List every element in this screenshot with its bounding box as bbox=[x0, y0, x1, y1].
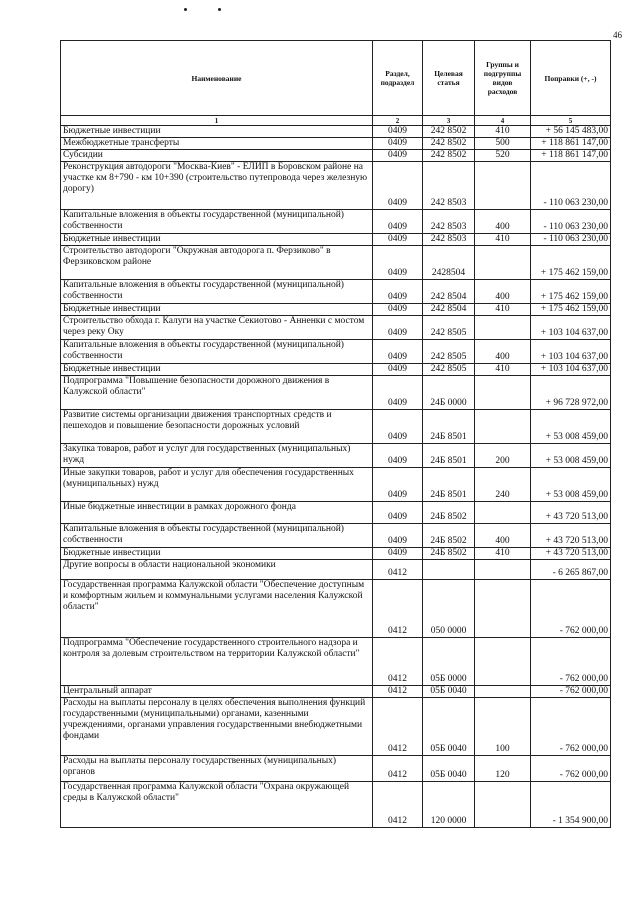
row-name: Бюджетные инвестиции bbox=[61, 304, 373, 316]
table-row bbox=[61, 756, 611, 782]
row-section: 0409 bbox=[373, 150, 423, 162]
row-target: 242 8505 bbox=[423, 364, 475, 376]
row-group: 400 bbox=[475, 210, 531, 234]
table-row bbox=[61, 548, 611, 560]
row-group bbox=[475, 410, 531, 444]
row-group bbox=[475, 316, 531, 340]
table-row bbox=[61, 246, 611, 280]
row-name: Бюджетные инвестиции bbox=[61, 234, 373, 246]
row-group bbox=[475, 560, 531, 580]
table-row bbox=[61, 410, 611, 444]
row-name: Расходы на выплаты персоналу в целях обеспечения выполнения функций государственными (муниципальными) органами, казенными учреждениями, органами управления государственными внебюджетными фондами bbox=[61, 698, 373, 756]
row-group bbox=[475, 638, 531, 686]
row-target: 24Б 8501 bbox=[423, 468, 475, 502]
table-row bbox=[61, 150, 611, 162]
row-group bbox=[475, 580, 531, 638]
row-group bbox=[475, 376, 531, 410]
row-amount: + 175 462 159,00 bbox=[531, 304, 611, 316]
table-body bbox=[61, 126, 611, 828]
row-target: 242 8502 bbox=[423, 138, 475, 150]
header-target: Целевая статья bbox=[423, 41, 475, 116]
row-target: 24Б 0000 bbox=[423, 376, 475, 410]
row-target: 242 8502 bbox=[423, 150, 475, 162]
row-section: 0409 bbox=[373, 162, 423, 210]
table-row bbox=[61, 364, 611, 376]
row-target: 05Б 0040 bbox=[423, 698, 475, 756]
row-name: Капитальные вложения в объекты государственной (муниципальной) собственности bbox=[61, 280, 373, 304]
table-row bbox=[61, 444, 611, 468]
header-group: Группы и подгруппы видов расходов bbox=[475, 41, 531, 116]
row-amount: + 103 104 637,00 bbox=[531, 364, 611, 376]
row-amount: + 175 462 159,00 bbox=[531, 246, 611, 280]
row-section: 0412 bbox=[373, 580, 423, 638]
row-section: 0409 bbox=[373, 304, 423, 316]
row-group: 520 bbox=[475, 150, 531, 162]
row-group: 120 bbox=[475, 756, 531, 782]
row-amount: - 110 063 230,00 bbox=[531, 162, 611, 210]
row-amount: - 762 000,00 bbox=[531, 756, 611, 782]
row-target: 242 8502 bbox=[423, 126, 475, 138]
table-row bbox=[61, 524, 611, 548]
row-section: 0409 bbox=[373, 210, 423, 234]
column-number-row bbox=[61, 116, 611, 126]
table-row bbox=[61, 468, 611, 502]
row-section: 0412 bbox=[373, 698, 423, 756]
header-row bbox=[61, 41, 611, 116]
row-name: Субсидии bbox=[61, 150, 373, 162]
row-name: Другие вопросы в области национальной экономики bbox=[61, 560, 373, 580]
row-amount: + 43 720 513,00 bbox=[531, 524, 611, 548]
row-amount: + 56 145 483,00 bbox=[531, 126, 611, 138]
table-row bbox=[61, 580, 611, 638]
row-section: 0409 bbox=[373, 234, 423, 246]
row-amount: - 762 000,00 bbox=[531, 686, 611, 698]
row-name: Государственная программа Калужской области "Охрана окружающей среды в Калужской области" bbox=[61, 782, 373, 828]
row-target: 2428504 bbox=[423, 246, 475, 280]
row-section: 0409 bbox=[373, 340, 423, 364]
row-target: 24Б 8501 bbox=[423, 444, 475, 468]
row-amount: - 110 063 230,00 bbox=[531, 234, 611, 246]
row-section: 0409 bbox=[373, 138, 423, 150]
row-section: 0409 bbox=[373, 410, 423, 444]
column-number: 2 bbox=[373, 116, 423, 126]
row-name: Капитальные вложения в объекты государственной (муниципальной) собственности bbox=[61, 340, 373, 364]
row-name: Бюджетные инвестиции bbox=[61, 548, 373, 560]
table-row bbox=[61, 560, 611, 580]
header-section: Раздел, подраздел bbox=[373, 41, 423, 116]
row-target bbox=[423, 560, 475, 580]
row-target: 242 8505 bbox=[423, 340, 475, 364]
row-name: Государственная программа Калужской области "Обеспечение доступным и комфортным жильем и коммунальными услугами населения Калужской области" bbox=[61, 580, 373, 638]
row-section: 0409 bbox=[373, 468, 423, 502]
row-amount: + 53 008 459,00 bbox=[531, 444, 611, 468]
row-section: 0412 bbox=[373, 638, 423, 686]
row-name: Строительство автодороги "Окружная автодорога п. Ферзиково" в Ферзиковском районе bbox=[61, 246, 373, 280]
row-amount: + 53 008 459,00 bbox=[531, 410, 611, 444]
row-amount: + 96 728 972,00 bbox=[531, 376, 611, 410]
row-group bbox=[475, 686, 531, 698]
row-amount: - 762 000,00 bbox=[531, 638, 611, 686]
table-row bbox=[61, 280, 611, 304]
row-target: 05Б 0040 bbox=[423, 686, 475, 698]
row-amount: + 43 720 513,00 bbox=[531, 548, 611, 560]
row-group: 410 bbox=[475, 548, 531, 560]
row-group: 410 bbox=[475, 364, 531, 376]
table-row bbox=[61, 638, 611, 686]
row-group: 410 bbox=[475, 234, 531, 246]
table-row bbox=[61, 686, 611, 698]
row-name: Подпрограмма "Повышение безопасности дорожного движения в Калужской области" bbox=[61, 376, 373, 410]
row-section: 0409 bbox=[373, 502, 423, 524]
row-section: 0409 bbox=[373, 280, 423, 304]
row-target: 05Б 0000 bbox=[423, 638, 475, 686]
row-group: 410 bbox=[475, 304, 531, 316]
row-name: Капитальные вложения в объекты государственной (муниципальной) собственности bbox=[61, 210, 373, 234]
row-group bbox=[475, 782, 531, 828]
row-group bbox=[475, 502, 531, 524]
row-group: 410 bbox=[475, 126, 531, 138]
row-section: 0409 bbox=[373, 364, 423, 376]
row-amount: + 103 104 637,00 bbox=[531, 316, 611, 340]
row-amount: - 1 354 900,00 bbox=[531, 782, 611, 828]
row-section: 0409 bbox=[373, 548, 423, 560]
scan-speck bbox=[184, 8, 187, 11]
row-name: Иные закупки товаров, работ и услуг для обеспечения государственных (муниципальных) нужд bbox=[61, 468, 373, 502]
row-name: Капитальные вложения в объекты государственной (муниципальной) собственности bbox=[61, 524, 373, 548]
row-amount: - 6 265 867,00 bbox=[531, 560, 611, 580]
row-group: 400 bbox=[475, 280, 531, 304]
row-amount: - 762 000,00 bbox=[531, 698, 611, 756]
table-row bbox=[61, 304, 611, 316]
row-name: Центральный аппарат bbox=[61, 686, 373, 698]
row-amount: - 110 063 230,00 bbox=[531, 210, 611, 234]
table-row bbox=[61, 234, 611, 246]
row-group: 500 bbox=[475, 138, 531, 150]
row-target: 050 0000 bbox=[423, 580, 475, 638]
row-group: 400 bbox=[475, 524, 531, 548]
table-row bbox=[61, 316, 611, 340]
row-target: 242 8504 bbox=[423, 280, 475, 304]
row-section: 0409 bbox=[373, 126, 423, 138]
row-name: Бюджетные инвестиции bbox=[61, 364, 373, 376]
row-target: 24Б 8502 bbox=[423, 548, 475, 560]
header-amendments: Поправки (+, -) bbox=[531, 41, 611, 116]
row-section: 0409 bbox=[373, 524, 423, 548]
row-name: Реконструкция автодороги "Москва-Киев" - ЕЛИП в Боровском районе на участке км 8+790 - км 10+390 (строительство путепровода через железную дорогу) bbox=[61, 162, 373, 210]
row-amount: + 175 462 159,00 bbox=[531, 280, 611, 304]
table-row bbox=[61, 698, 611, 756]
row-name: Развитие системы организации движения транспортных средств и пешеходов и повышение безопасности дорожных условий bbox=[61, 410, 373, 444]
row-target: 05Б 0040 bbox=[423, 756, 475, 782]
row-section: 0412 bbox=[373, 686, 423, 698]
row-name: Бюджетные инвестиции bbox=[61, 126, 373, 138]
table-row bbox=[61, 376, 611, 410]
row-amount: + 118 861 147,00 bbox=[531, 138, 611, 150]
row-amount: - 762 000,00 bbox=[531, 580, 611, 638]
table-row bbox=[61, 502, 611, 524]
row-amount: + 53 008 459,00 bbox=[531, 468, 611, 502]
row-amount: + 103 104 637,00 bbox=[531, 340, 611, 364]
budget-amendments-table bbox=[60, 40, 611, 828]
row-name: Расходы на выплаты персоналу государственных (муниципальных) органов bbox=[61, 756, 373, 782]
row-target: 242 8504 bbox=[423, 304, 475, 316]
table-row bbox=[61, 162, 611, 210]
row-group bbox=[475, 162, 531, 210]
row-target: 242 8503 bbox=[423, 162, 475, 210]
column-number: 3 bbox=[423, 116, 475, 126]
header-name: Наименование bbox=[61, 41, 373, 116]
scan-speck bbox=[218, 8, 221, 11]
row-target: 242 8503 bbox=[423, 210, 475, 234]
row-amount: + 43 720 513,00 bbox=[531, 502, 611, 524]
row-amount: + 118 861 147,00 bbox=[531, 150, 611, 162]
column-number: 1 bbox=[61, 116, 373, 126]
row-name: Иные бюджетные инвестиции в рамках дорожного фонда bbox=[61, 502, 373, 524]
row-target: 24Б 8502 bbox=[423, 502, 475, 524]
column-number: 4 bbox=[475, 116, 531, 126]
row-group bbox=[475, 246, 531, 280]
row-group: 100 bbox=[475, 698, 531, 756]
table-row bbox=[61, 210, 611, 234]
row-target: 24Б 8502 bbox=[423, 524, 475, 548]
row-section: 0412 bbox=[373, 560, 423, 580]
row-section: 0412 bbox=[373, 782, 423, 828]
table-row bbox=[61, 782, 611, 828]
row-section: 0409 bbox=[373, 444, 423, 468]
row-name: Межбюджетные трансферты bbox=[61, 138, 373, 150]
row-target: 24Б 8501 bbox=[423, 410, 475, 444]
table-row bbox=[61, 126, 611, 138]
row-group: 400 bbox=[475, 340, 531, 364]
row-name: Закупка товаров, работ и услуг для государственных (муниципальных) нужд bbox=[61, 444, 373, 468]
row-target: 120 0000 bbox=[423, 782, 475, 828]
page-number: 46 bbox=[613, 30, 622, 40]
row-target: 242 8505 bbox=[423, 316, 475, 340]
row-target: 242 8503 bbox=[423, 234, 475, 246]
row-group: 240 bbox=[475, 468, 531, 502]
row-name: Строительство обхода г. Калуги на участке Секиотово - Анненки с мостом через реку Оку bbox=[61, 316, 373, 340]
row-section: 0409 bbox=[373, 246, 423, 280]
table-row bbox=[61, 340, 611, 364]
table-row bbox=[61, 138, 611, 150]
row-group: 200 bbox=[475, 444, 531, 468]
row-section: 0409 bbox=[373, 316, 423, 340]
row-section: 0412 bbox=[373, 756, 423, 782]
row-name: Подпрограмма "Обеспечение государственного строительного надзора и контроля за долевым строительством на территории Калужской области" bbox=[61, 638, 373, 686]
column-number: 5 bbox=[531, 116, 611, 126]
row-section: 0409 bbox=[373, 376, 423, 410]
